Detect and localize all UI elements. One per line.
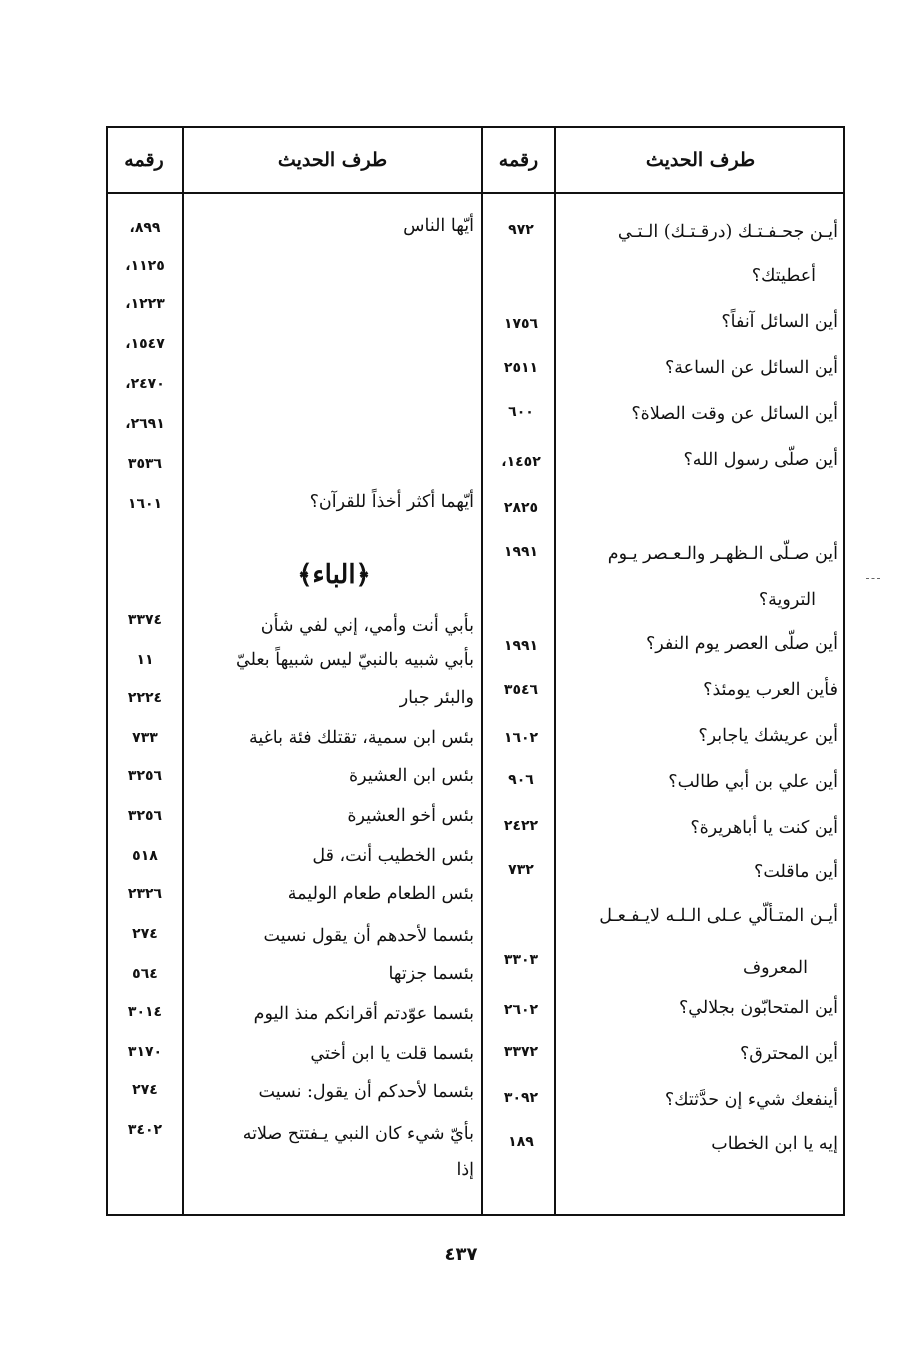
- hadith-text: التروية؟: [758, 590, 816, 610]
- hadith-number: ١٥٤٧،: [125, 336, 165, 352]
- hadith-text: بئس ابن العشيرة: [349, 766, 474, 786]
- hadith-text: أينفعك شيء إن حدَّثتك؟: [664, 1090, 838, 1110]
- page-number: ٤٣٧: [444, 1244, 478, 1265]
- hadith-number: ٨٩٩،: [129, 220, 161, 236]
- hadith-text: أيـن جحـفـتـك (درقـتـك) الـتـي: [617, 222, 838, 242]
- hadith-text: أيـن المتـألّي عـلى الـلـه لايـفـعـل: [599, 906, 838, 926]
- hadith-number: ٣٥٤٦: [503, 682, 539, 698]
- hadith-text: أين المتحابّون بجلالي؟: [679, 998, 838, 1018]
- hadith-number: ٢٦٠٢: [503, 1002, 539, 1018]
- hadith-text: بأبي شبيه بالنبيّ ليس شبيهاً بعليّ: [235, 650, 474, 670]
- hadith-number: ٥١٨: [132, 848, 158, 864]
- hadith-number: ٢٣٢٦: [127, 886, 163, 902]
- hadith-text: إذا: [456, 1160, 474, 1180]
- hadith-text: أيّها الناس: [403, 216, 474, 236]
- hadith-text: أين ماقلت؟: [754, 862, 838, 882]
- hadith-number: ٥٦٤: [132, 966, 158, 982]
- hadith-number: ٣٣٠٣: [503, 952, 539, 968]
- hadith-number: ٣٠١٤: [127, 1004, 163, 1020]
- hadith-number: ١٤٥٢،: [501, 454, 541, 470]
- hadith-text: بئس أخو العشيرة: [347, 806, 474, 826]
- hadith-number: ٣٠٩٢: [503, 1090, 539, 1106]
- hadith-text: المعروف: [742, 958, 808, 978]
- hadith-number: ١١٢٥،: [125, 258, 165, 274]
- hadith-text: أيّهما أكثر أخذاً للقرآن؟: [309, 492, 474, 512]
- hadith-number: ٩٧٢: [508, 222, 534, 238]
- hadith-number: ٧٣٣: [132, 730, 158, 746]
- hadith-number: ٢٤٢٢: [503, 818, 539, 834]
- hadith-text: بئسما عوّدتم أقرانكم منذ اليوم: [253, 1004, 474, 1024]
- hadith-number: ٣٣٧٢: [503, 1044, 539, 1060]
- header-hadith-right: طرف الحديث: [645, 149, 756, 171]
- hadith-text: بئسما لأحدهم أن يقول نسيت: [263, 926, 474, 946]
- hadith-number: ٣٣٧٤: [127, 612, 163, 628]
- hadith-text: أين المحترق؟: [739, 1044, 838, 1064]
- hadith-number: ٣٤٠٢: [127, 1122, 163, 1138]
- hadith-number: ١٩٩١: [503, 544, 539, 560]
- scan-artifact: [866, 578, 880, 580]
- hadith-number: ٣٢٥٦: [127, 808, 163, 824]
- hadith-text: أين عريشك ياجابر؟: [698, 726, 838, 746]
- hadith-number: ١٦٠١: [127, 496, 163, 512]
- hadith-text: بئسما قلت يا ابن أختي: [310, 1044, 474, 1064]
- column-divider: [182, 128, 184, 1214]
- hadith-text: أين السائل عن الساعة؟: [664, 358, 838, 378]
- hadith-number: ٢٧٤: [132, 1082, 158, 1098]
- hadith-number: ٣٢٥٦: [127, 768, 163, 784]
- hadith-text: إيه يا ابن الخطاب: [711, 1134, 838, 1154]
- hadith-number: ٢٨٢٥: [503, 500, 539, 516]
- hadith-text: بئس الطعام طعام الوليمة: [287, 884, 474, 904]
- hadith-text: أين السائل عن وقت الصلاة؟: [631, 404, 838, 424]
- hadith-text: أين صـلّى الـظهـر والـعـصر يـوم: [607, 544, 838, 564]
- hadith-text: فأين العرب يومئذ؟: [703, 680, 838, 700]
- header-number-left: رقمه: [124, 149, 164, 171]
- hadith-number: ٢٥١١: [503, 360, 539, 376]
- hadith-number: ٦٠٠: [508, 404, 534, 420]
- hadith-text: أين صلّى رسول الله؟: [683, 450, 838, 470]
- hadith-text: أين كنت يا أباهريرة؟: [690, 818, 838, 838]
- hadith-text: أين السائل آنفاً؟: [721, 312, 838, 332]
- hadith-text: والبئر جبار: [399, 688, 474, 708]
- hadith-number: ١٢٢٣،: [125, 296, 165, 312]
- hadith-number: ٣٥٣٦: [127, 456, 163, 472]
- hadith-number: ٩٠٦: [508, 772, 534, 788]
- section-heading: ﴿الباء﴾: [297, 560, 371, 590]
- hadith-text: بأيّ شيء كان النبي يـفتتح صلاته: [242, 1124, 474, 1144]
- hadith-number: ١٦٠٢: [503, 730, 539, 746]
- hadith-text: بئس ابن سمية، تقتلك فئة باغية: [248, 728, 474, 748]
- header-number-right: رقمه: [498, 149, 539, 171]
- hadith-text: بئسما جزتها: [388, 964, 474, 984]
- hadith-number: ٢٦٩١،: [125, 416, 165, 432]
- hadith-text: بئس الخطيب أنت، قل: [312, 846, 474, 866]
- hadith-text: بئسما لأحدكم أن يقول: نسيت: [258, 1082, 474, 1102]
- header-hadith-left: طرف الحديث: [277, 149, 388, 171]
- hadith-number: ١١: [136, 652, 154, 668]
- hadith-number: ١٧٥٦: [503, 316, 539, 332]
- hadith-number: ٢٤٧٠،: [125, 376, 165, 392]
- hadith-number: ٣١٧٠: [127, 1044, 163, 1060]
- hadith-number: ٢٢٢٤: [127, 690, 163, 706]
- hadith-text: بأبي أنت وأمي، إني لفي شأن: [260, 616, 474, 636]
- hadith-text: أين علي بن أبي طالب؟: [668, 772, 838, 792]
- hadith-number: ٧٣٢: [508, 862, 534, 878]
- index-table: [106, 126, 845, 1216]
- hadith-number: ١٨٩: [508, 1134, 534, 1150]
- hadith-text: أين صلّى العصر يوم النفر؟: [645, 634, 838, 654]
- header-divider: [108, 192, 843, 194]
- hadith-number: ١٩٩١: [503, 638, 539, 654]
- hadith-number: ٢٧٤: [132, 926, 158, 942]
- hadith-text: أعطيتك؟: [751, 266, 816, 286]
- column-divider: [481, 128, 483, 1214]
